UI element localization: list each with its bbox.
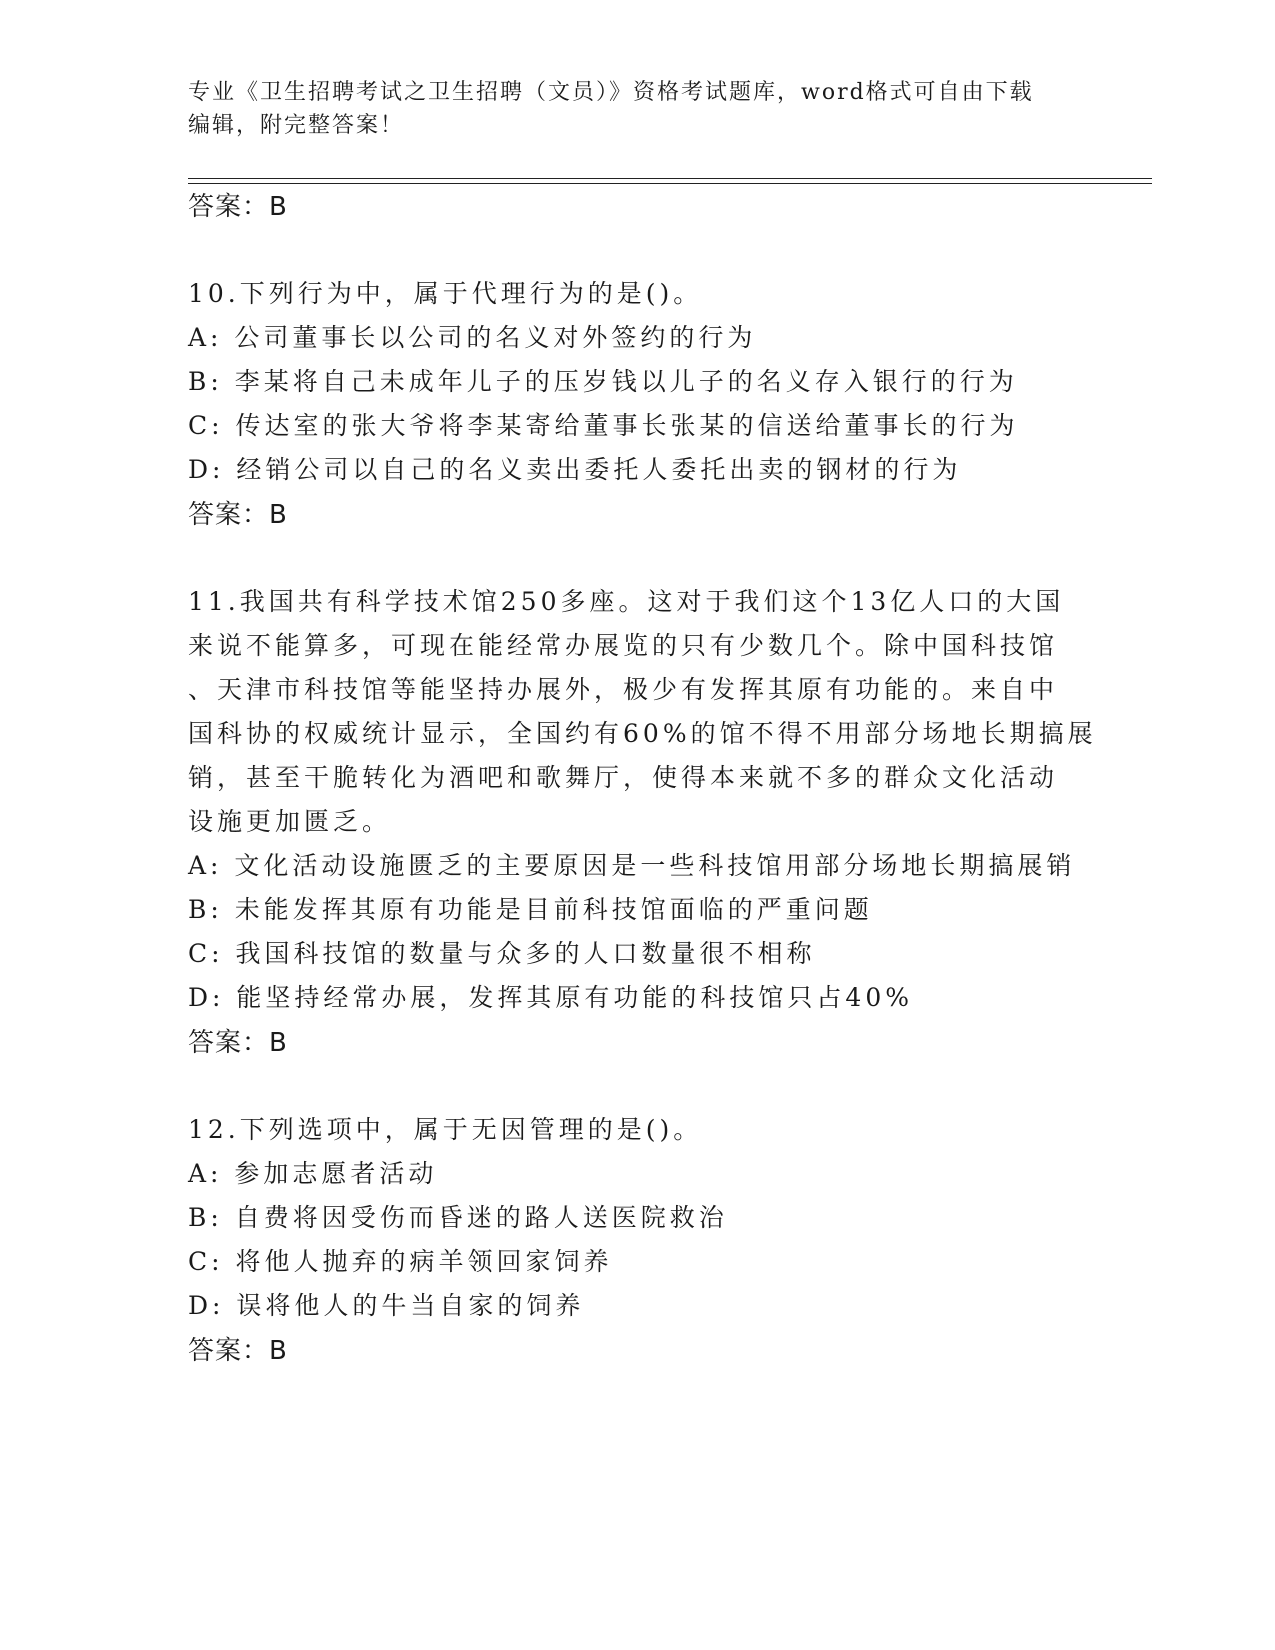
- question-12-answer: 答案：B: [188, 1336, 288, 1366]
- question-12-option-d: D: 误将他人的牛当自家的饲养: [188, 1291, 585, 1320]
- question-10-option-a: A: 公司董事长以公司的名义对外签约的行为: [188, 323, 757, 352]
- answer-q9: 答案：B: [188, 192, 288, 222]
- question-12-text: 12.下列选项中，属于无因管理的是()。: [188, 1115, 703, 1144]
- question-12-option-c: C: 将他人抛弃的病羊领回家饲养: [188, 1247, 613, 1276]
- question-11-text-line-4: 国科协的权威统计显示，全国约有60%的馆不得不用部分场地长期搞展: [188, 719, 1097, 748]
- question-11-text-line-2: 来说不能算多，可现在能经常办展览的只有少数几个。除中国科技馆: [188, 631, 1059, 660]
- question-10-option-c: C: 传达室的张大爷将李某寄给董事长张某的信送给董事长的行为: [188, 411, 1019, 440]
- question-11-answer: 答案：B: [188, 1028, 288, 1058]
- question-12-option-a: A: 参加志愿者活动: [188, 1159, 438, 1188]
- header-rule-bottom: [188, 183, 1152, 184]
- question-12-option-b: B: 自费将因受伤而昏迷的路人送医院救治: [188, 1203, 728, 1232]
- question-11-text-line-1: 11.我国共有科学技术馆250多座。这对于我们这个13亿人口的大国: [188, 587, 1065, 616]
- question-10-text: 10.下列行为中，属于代理行为的是()。: [188, 279, 703, 308]
- header-line-1: 专业《卫生招聘考试之卫生招聘（文员）》资格考试题库，word格式可自由下载: [188, 80, 1034, 105]
- question-11-option-b: B: 未能发挥其原有功能是目前科技馆面临的严重问题: [188, 895, 873, 924]
- question-11-text-line-3: 、天津市科技馆等能坚持办展外，极少有发挥其原有功能的。来自中: [188, 675, 1059, 704]
- question-11-text-line-6: 设施更加匮乏。: [188, 807, 392, 836]
- header-rule-top: [188, 178, 1152, 179]
- question-11-option-d: D: 能坚持经常办展，发挥其原有功能的科技馆只占40%: [188, 983, 913, 1012]
- question-10-option-b: B: 李某将自己未成年儿子的压岁钱以儿子的名义存入银行的行为: [188, 367, 1018, 396]
- question-10-option-d: D: 经销公司以自己的名义卖出委托人委托出卖的钢材的行为: [188, 455, 962, 484]
- header-line-2: 编辑，附完整答案！: [188, 113, 405, 138]
- question-11-option-c: C: 我国科技馆的数量与众多的人口数量很不相称: [188, 939, 816, 968]
- document-header: [188, 76, 1088, 142]
- question-11-option-a: A: 文化活动设施匮乏的主要原因是一些科技馆用部分场地长期搞展销: [188, 851, 1076, 880]
- question-11-text-line-5: 销，甚至干脆转化为酒吧和歌舞厅，使得本来就不多的群众文化活动: [188, 763, 1059, 792]
- question-10-answer: 答案：B: [188, 500, 288, 530]
